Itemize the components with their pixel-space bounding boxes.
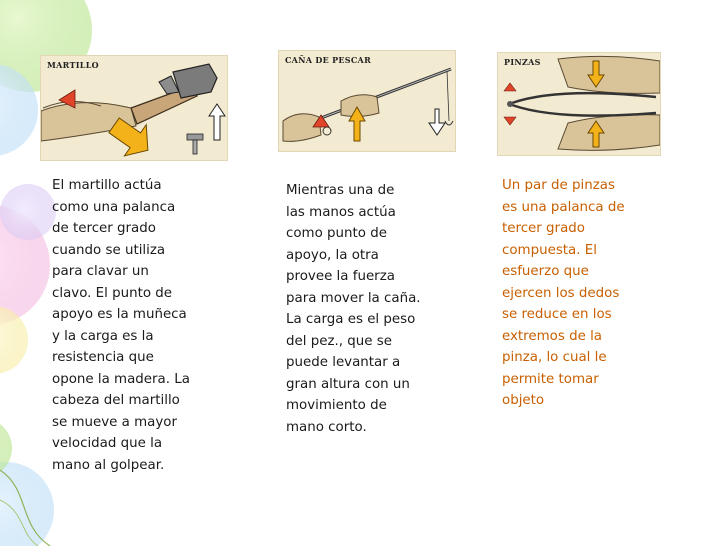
bubble-lavender — [0, 184, 56, 240]
panel-title: CAÑA DE PESCAR — [285, 55, 372, 65]
tweezers-illustration-panel — [497, 52, 661, 156]
fishing-rod-caption: Mientras una de las manos actúa como punto de apoyo, la otra provee la fuerza para mover la caña. La carga es el peso del pez., que se puede levantar a gran altura con un movimiento de mano corto. — [286, 183, 421, 435]
hammer-icon — [41, 56, 227, 160]
hammer-caption: El martillo actúa como una palanca de tercer grado cuando se utiliza para clavar un clavo. El punto de apoyo es la muñeca y la carga es la resistencia que opone la madera. La cabeza del martillo se mueve a mayor velocidad que la mano al golpear. — [52, 178, 190, 473]
fishing-rod-icon — [279, 51, 455, 151]
panel-title: PINZAS — [504, 57, 541, 67]
bubble-yellow — [0, 306, 28, 374]
panel-title: MARTILLO — [47, 60, 99, 70]
tweezers-icon — [498, 53, 660, 155]
fishing-rod-illustration-panel — [278, 50, 456, 152]
tweezers-caption: Un par de pinzas es una palanca de tercer grado compuesta. El esfuerzo que ejercen los dedos se reduce en los extremos de la pinza, lo cual le permite tomar objeto — [502, 178, 625, 408]
hammer-illustration-panel — [40, 55, 228, 161]
